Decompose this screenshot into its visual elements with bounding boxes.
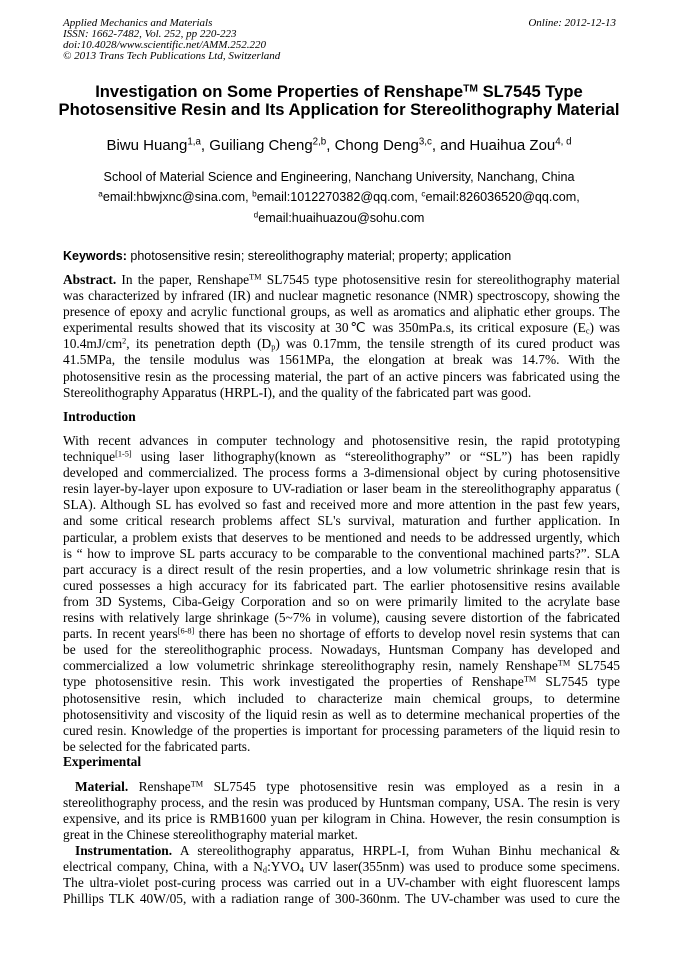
text-line: expensive, and its price is RMB1600 yuan per kilogram in China. However, the resin consumption is: [63, 811, 620, 827]
text-line: $10.4mJ/cm^2$, its penetration depth $(D_p)$ was 0.17mm, the tensile strength of its cured product was: [63, 336, 620, 353]
text-line: Material. Renshape™ SL7545 type photosensitive resin was employed as a resin in a: [75, 779, 620, 794]
text-line: and some critical research problems affect SL's survival, maturation and further application. In: [63, 513, 620, 529]
abstract: [63, 272, 620, 401]
introduction-body: [63, 433, 620, 755]
text-line: commercialized a low volumetric shrinkage stereolithography resin, namely Renshape™ SL7545: [63, 658, 620, 674]
superscript: TM: [190, 779, 204, 789]
run-in-heading: Material.: [75, 779, 129, 794]
superscript: TM: [557, 658, 571, 668]
copyright: © 2013 Trans Tech Publications Ltd, Switzerland: [63, 50, 281, 62]
text-line: Instrumentation. A stereolithography apparatus, HRPL-I, from Wuhan Binhu mechanical &: [75, 843, 620, 858]
text-line: Phillips TLK 40W/05, with a radiation range of 300-360nm. The UV-chamber was used to cure the: [63, 891, 620, 907]
text-line: technique[1-5] using laser lithography(known as “stereolithography” or “SL”) has been rapidly: [63, 449, 620, 465]
text-line: experimental results showed that its viscosity at 30℃ was 350mPa.s, its critical exposure $(E_c)$ was: [63, 320, 620, 336]
emails-line: $^a$email:hbwjxnc@sina.com, $^b$email:1012270382@qq.com, $^c$email:826036520@qq.com,: [98, 189, 580, 204]
subscript: p: [271, 343, 276, 353]
text-line: cured possesses a high accuracy for its fabricated part. The earlier photosensitive resins available: [63, 577, 620, 593]
text-line: resins with relatively large shrinkage (5~7% in volume), causing severe distortion of the fabricated: [63, 610, 620, 626]
text-line: Abstract. In the paper, Renshape™ SL7545 type photosensitive resin for stereolithography material: [63, 272, 620, 287]
subscript: d: [262, 865, 268, 875]
keywords-label: Keywords:: [63, 249, 127, 263]
text-line: great in the Chinese stereolithography material market.: [63, 827, 358, 843]
affiliation: School of Material Science and Engineering, Nanchang University, Nanchang, China: [103, 170, 575, 184]
text-line: With recent advances in computer technology and photosensitive resin, the rapid prototyping: [63, 433, 620, 448]
text-line: The ultra-violet post-curing process was carried out in a UV-chamber with eight fluorescent lamps: [63, 875, 620, 891]
superscript: 2: [122, 336, 127, 346]
text-line: part accuracy is a direct result of the resin properties, and a low volumetric shrinkage resin that is: [63, 561, 620, 577]
text-line: photosensitive resin, which included to characterize main chemical groups, to determine: [63, 690, 620, 706]
run-in-heading: Instrumentation.: [75, 843, 173, 858]
text-line: resin layer-by-layer upon exposure to UV-radiation or laser beam in the stereolithography apparatus (: [63, 481, 620, 497]
text-line: 41.5MPa, the tensile modulus was 1561MPa, the elongation at break was 14.7%. With the: [63, 352, 620, 368]
superscript: a: [98, 189, 103, 199]
emails-line: $^d$email:huaihuazou@sohu.com: [253, 210, 425, 225]
text-line: was characterized by infrared (IR) and nuclear magnetic resonance (NMR) spectroscopy, showing the: [63, 288, 620, 304]
text-line: be used for the stereolithographic process. Nowadays, Huntsman Company has developed and: [63, 642, 620, 658]
superscript: TM: [249, 272, 262, 282]
superscript: 1,a: [187, 136, 201, 148]
authors: Biwu Huang$^{1,a}$, Guiliang Cheng$^{2,b}$, Chong Deng$^{3,c}$, and Huaihua Zou$^{4, d}$: [106, 136, 572, 154]
keywords: [63, 249, 511, 263]
text-line: cured resin. Knowledge of the properties is important for processing parameters of the liquid resin to: [63, 722, 620, 738]
superscript: TM: [523, 674, 537, 684]
superscript: c: [421, 189, 426, 199]
journal-name: Applied Mechanics and Materials: [63, 17, 213, 29]
superscript: d: [253, 210, 259, 220]
text-line: type photosensitive resin. This work investigated the properties of Renshape™ SL7545 type: [63, 674, 620, 690]
online-date: Online: 2012-12-13: [528, 17, 616, 29]
text-line: from 3D Systems, Ciba-Geigy Corporation and so on were primarily limited to the acrylate base: [63, 593, 620, 609]
issn: ISSN: 1662-7482, Vol. 252, pp 220-223: [63, 28, 237, 40]
text-line: presence of epoxy and acrylic functional groups, as well as aromatics and aliphatic ether groups. The: [63, 304, 620, 320]
text-line: be selected for the fabricated parts.: [63, 738, 251, 754]
text-line: photosensitive resin as the processing material, the part of an active pincers was fabricated using the: [63, 368, 620, 384]
instrumentation-paragraph: [63, 843, 620, 907]
superscript: b: [252, 189, 257, 199]
run-in-heading: Abstract.: [63, 272, 117, 287]
paper-title-line: Photosensitive Resin and Its Application for Stereolithography Material: [58, 100, 620, 119]
superscript: 4, d: [555, 136, 572, 148]
keywords-text: photosensitive resin; stereolithography material; property; application: [126, 249, 512, 263]
text-line: developed and commercialized. The process forms a 3-dimensional object by curing photosensitive: [63, 465, 620, 481]
superscript: 3,c: [418, 136, 432, 148]
text-line: parts. In recent years[6-8] there has been no shortage of efforts to develop novel resin systems that can: [63, 626, 620, 642]
text-line: electrical company, China, with a $N_d:YVO_4$ UV laser(355nm) was used to produce some specimens.: [63, 859, 620, 875]
doi: doi:10.4028/www.scientific.net/AMM.252.220: [63, 39, 266, 51]
superscript: [6-8]: [177, 626, 195, 636]
text-line: stereolithography process, and the resin was produced by Huntsman company, USA. The resin is very: [63, 795, 620, 811]
superscript: TM: [463, 83, 478, 95]
superscript: [1-5]: [115, 449, 132, 459]
text-line: Stereolithography Apparatus (HRPL-I), and the quality of the fabricated part was good.: [63, 384, 532, 400]
subscript: c: [585, 326, 590, 336]
text-line: is “ how to improve SL parts accuracy to be comparable to the conventional machined parts?”. SLA: [63, 545, 620, 561]
material-paragraph: [63, 779, 620, 843]
section-heading-introduction: Introduction: [63, 409, 136, 424]
paper-title-line: Investigation on Some Properties of Renshape™ SL7545 Type: [95, 82, 583, 101]
text-line: particular, a problem exists that deserves to be mentioned and needs to be addressed urgently, which: [63, 529, 620, 545]
section-heading-experimental: Experimental: [63, 754, 142, 769]
subscript: 4: [299, 865, 304, 875]
text-line: photosensitivity and viscosity of the liquid resin as well as to determine mechanical properties of the: [63, 706, 620, 722]
superscript: 2,b: [312, 136, 327, 148]
text-line: SLA). Although SL has evolved so fast and received more and more attention in the past few years,: [63, 497, 620, 513]
